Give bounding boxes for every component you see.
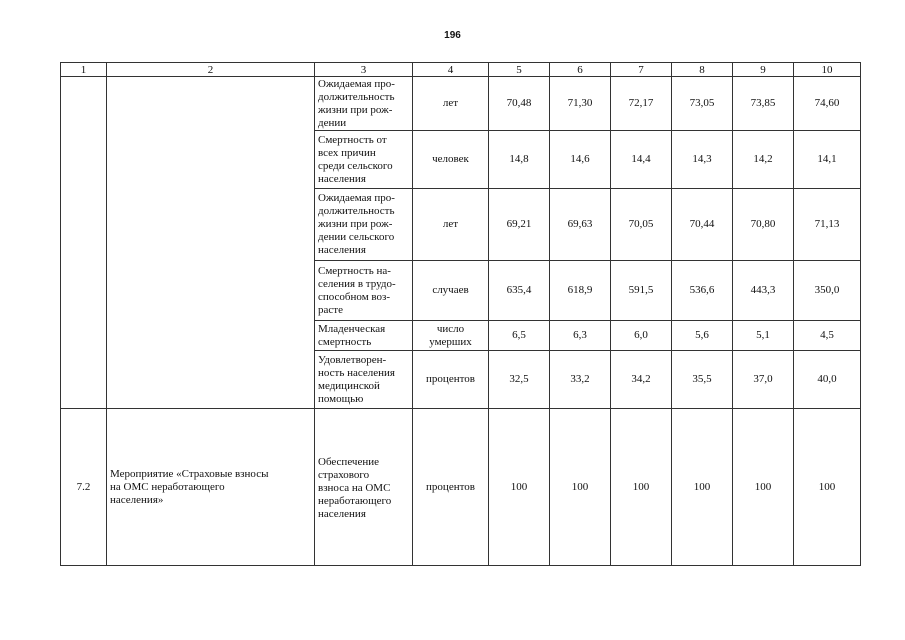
column-number: 7 [611, 63, 672, 77]
value-cell: 14,3 [672, 131, 733, 189]
value-cell: 350,0 [794, 261, 861, 321]
empty-number-cell [61, 77, 107, 409]
unit-label: число умерших [429, 322, 472, 348]
value-cell: 34,2 [611, 351, 672, 409]
activity-name-cell [107, 409, 315, 566]
empty-name-cell [107, 77, 315, 409]
value-cell: 72,17 [611, 77, 672, 131]
value-cell: 6,5 [489, 321, 550, 351]
value-cell: 591,5 [611, 261, 672, 321]
column-number: 10 [794, 63, 861, 77]
unit-cell [413, 321, 489, 351]
value-cell: 100 [672, 409, 733, 566]
indicator-cell [315, 131, 413, 189]
value-cell: 6,3 [550, 321, 611, 351]
column-number: 9 [733, 63, 794, 77]
value-cell: 70,80 [733, 189, 794, 261]
value-cell: 100 [611, 409, 672, 566]
value-cell: 71,13 [794, 189, 861, 261]
value-cell: 33,2 [550, 351, 611, 409]
indicator-cell [315, 261, 413, 321]
value-cell: 443,3 [733, 261, 794, 321]
column-number: 3 [315, 63, 413, 77]
value-cell: 70,48 [489, 77, 550, 131]
value-cell: 100 [733, 409, 794, 566]
column-number: 5 [489, 63, 550, 77]
value-cell: 71,30 [550, 77, 611, 131]
indicator-label: Ожидаемая про- должительность жизни при рож- дении [318, 77, 395, 129]
value-cell: 35,5 [672, 351, 733, 409]
unit-cell: процентов [413, 409, 489, 566]
value-cell: 4,5 [794, 321, 861, 351]
column-number: 1 [61, 63, 107, 77]
column-number: 6 [550, 63, 611, 77]
column-number: 2 [107, 63, 315, 77]
indicator-cell [315, 77, 413, 131]
unit-cell: лет [413, 77, 489, 131]
column-number: 4 [413, 63, 489, 77]
column-number: 8 [672, 63, 733, 77]
unit-cell: лет [413, 189, 489, 261]
table-row [61, 77, 861, 131]
value-cell: 14,4 [611, 131, 672, 189]
indicator-cell [315, 189, 413, 261]
indicator-label: Удовлетворен- ность населения медицинской помощью [318, 353, 395, 405]
value-cell: 100 [489, 409, 550, 566]
indicator-label: Младенческая смертность [318, 322, 386, 348]
value-cell: 40,0 [794, 351, 861, 409]
value-cell: 70,05 [611, 189, 672, 261]
value-cell: 73,05 [672, 77, 733, 131]
value-cell: 69,63 [550, 189, 611, 261]
unit-cell: случаев [413, 261, 489, 321]
value-cell: 74,60 [794, 77, 861, 131]
value-cell: 100 [794, 409, 861, 566]
table-row [61, 409, 861, 566]
column-number-row [61, 63, 861, 77]
indicator-cell [315, 409, 413, 566]
item-number-cell: 7.2 [61, 409, 107, 566]
indicator-label: Ожидаемая про- должительность жизни при рож- дении сельского населения [318, 192, 395, 256]
program-indicators-table [60, 62, 861, 566]
activity-name: Мероприятие «Страховые взносы на ОМС неработающего населения» [110, 467, 269, 506]
indicator-label: Обеспечение страхового взноса на ОМС неработающего населения [318, 455, 392, 520]
value-cell: 635,4 [489, 261, 550, 321]
value-cell: 618,9 [550, 261, 611, 321]
indicator-label: Смертность от всех причин среди сельского населения [318, 133, 393, 185]
value-cell: 73,85 [733, 77, 794, 131]
value-cell: 100 [550, 409, 611, 566]
value-cell: 5,6 [672, 321, 733, 351]
indicator-cell [315, 351, 413, 409]
value-cell: 70,44 [672, 189, 733, 261]
value-cell: 69,21 [489, 189, 550, 261]
unit-cell: человек [413, 131, 489, 189]
value-cell: 14,8 [489, 131, 550, 189]
value-cell: 14,2 [733, 131, 794, 189]
indicator-label: Смертность на- селения в трудо- способном воз- расте [318, 264, 396, 316]
value-cell: 5,1 [733, 321, 794, 351]
unit-cell: процентов [413, 351, 489, 409]
page-number: 196 [444, 30, 461, 41]
value-cell: 14,6 [550, 131, 611, 189]
value-cell: 14,1 [794, 131, 861, 189]
value-cell: 32,5 [489, 351, 550, 409]
value-cell: 37,0 [733, 351, 794, 409]
value-cell: 6,0 [611, 321, 672, 351]
indicator-cell [315, 321, 413, 351]
value-cell: 536,6 [672, 261, 733, 321]
